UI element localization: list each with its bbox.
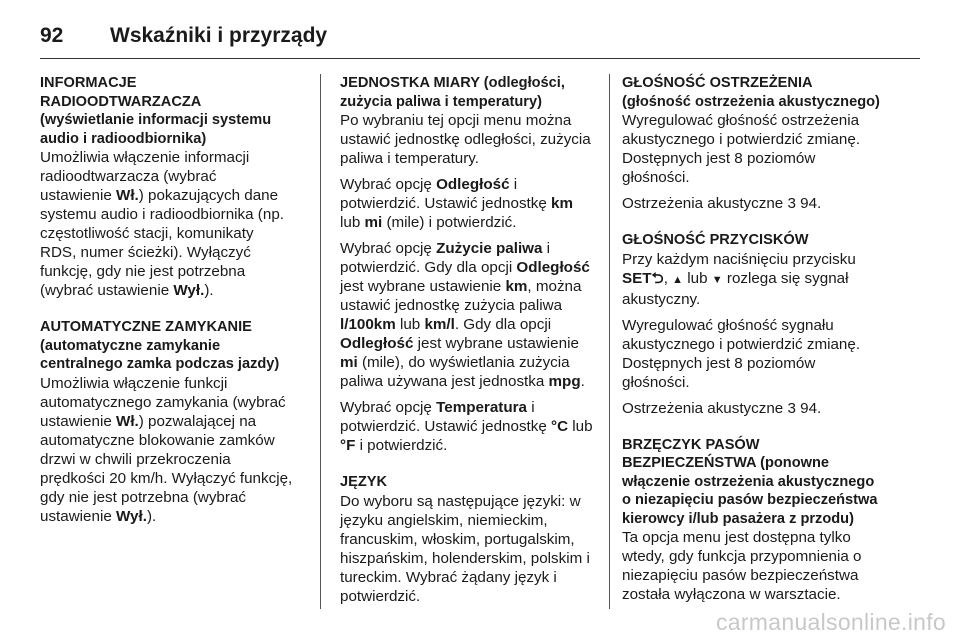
section-paragraph: Umożliwia włączenie funkcji automatycznego zamykania (wybrać ustawienie Wł.) pozwalającej na automatyczne blokowanie zamków drzwi w chwili przekroczenia prędkości 20 km/h. Wyłączyć funkcję, gdy nie jest potrzebna (wybrać ustawienie Wył.). bbox=[40, 374, 293, 525]
section-paragraph: Ostrzeżenia akustyczne 3 94. bbox=[622, 195, 822, 212]
content-columns bbox=[40, 74, 920, 606]
section-paragraph: Wybrać opcję Temperatura i potwierdzić. Ustawić jednostkę °C lub °F i potwierdzić. bbox=[340, 399, 593, 454]
section-button-volume bbox=[622, 231, 890, 418]
section-heading: JĘZYK bbox=[340, 474, 388, 490]
column-divider bbox=[320, 74, 321, 609]
section-paragraph: Wyregulować głośność sygnału akustycznego i potwierdzić zmianę. Dostępnych jest 8 poziomów głośności. bbox=[622, 316, 861, 391]
section-paragraph: Wyregulować głośność ostrzeżenia akustycznego i potwierdzić zmianę. Dostępnych jest 8 poziomów głośności. bbox=[622, 112, 861, 186]
section-auto-lock bbox=[40, 318, 308, 526]
section-paragraph: Umożliwia włączenie informacji radioodtwarzacza (wybrać ustawienie Wł.) pokazujących dane systemu audio i radioodbiornika (np. częstotliwość stacji, komunikaty RDS, numer ścieżki). Wyłączyć funkcję, gdy nie jest potrzebna (wybrać ustawienie Wył.). bbox=[40, 149, 284, 299]
column-3 bbox=[622, 74, 890, 606]
header-rule bbox=[40, 58, 920, 59]
section-heading: INFORMACJE RADIOODTWARZACZA (wyświetlanie informacji systemu audio i radioodbiornika) bbox=[40, 75, 272, 147]
column-2 bbox=[340, 74, 608, 606]
section-paragraph: Wybrać opcję Zużycie paliwa i potwierdzić. Gdy dla opcji Odległość jest wybrane ustawienie km, można ustawić jednostkę zużycia paliwa l/100km lub km/l. Gdy dla opcji Odległość jest wybrane ustawienie mi (mile), do wyświetlania zużycia paliwa używana jest jednostka mpg. bbox=[340, 240, 590, 390]
watermark: carmanualsonline.info bbox=[715, 609, 946, 635]
column-1 bbox=[40, 74, 308, 606]
section-warning-volume bbox=[622, 74, 890, 213]
section-language bbox=[340, 473, 608, 606]
section-paragraph: Do wyboru są następujące języki: w języku angielskim, niemieckim, francuskim, włoskim, portugalskim, hiszpańskim, holenderskim, polskim i tureckim. Wybrać żądany język i potwierdzić. bbox=[340, 492, 590, 605]
section-heading: JEDNOSTKA MIARY (odległości, zużycia paliwa i temperatury) bbox=[340, 75, 565, 110]
section-radio-info bbox=[40, 74, 308, 300]
section-paragraph: Ostrzeżenia akustyczne 3 94. bbox=[622, 399, 822, 417]
section-paragraph: Przy każdym naciśnięciu przycisku SET⮌, ▲ lub ▼ rozlega się sygnał akustyczny. bbox=[622, 250, 856, 308]
page-number: 92 bbox=[40, 24, 64, 47]
page-reference-icon: 3 bbox=[787, 195, 796, 212]
section-heading: BRZĘCZYK PASÓW BEZPIECZEŃSTWA (ponowne włączenie ostrzeżenia akustycznego o niezapięciu pasów bezpieczeństwa kierowcy i/lub pasażera z przodu) bbox=[622, 436, 878, 527]
section-paragraph: Wybrać opcję Odległość i potwierdzić. Ustawić jednostkę km lub mi (mile) i potwierdzić. bbox=[340, 176, 573, 231]
section-paragraph: Po wybraniu tej opcji menu można ustawić jednostkę odległości, zużycia paliwa i temperatury. bbox=[340, 112, 591, 167]
page-title: Wskaźniki i przyrządy bbox=[110, 24, 328, 47]
section-paragraph: Ta opcja menu jest dostępna tylko wtedy, gdy funkcja przypomnienia o niezapięciu pasów bezpieczeństwa została wyłączona w warsztacie. bbox=[622, 529, 862, 603]
up-arrow-icon: ▲ bbox=[672, 273, 684, 286]
section-heading: AUTOMATYCZNE ZAMYKANIE (automatyczne zamykanie centralnego zamka podczas jazdy) bbox=[40, 319, 280, 372]
section-seatbelt-chime bbox=[622, 436, 890, 605]
page-reference-icon: 3 bbox=[787, 399, 796, 417]
section-heading: GŁOŚNOŚĆ OSTRZEŻENIA (głośność ostrzeżenia akustycznego) bbox=[622, 75, 880, 110]
down-arrow-icon: ▼ bbox=[711, 273, 723, 286]
section-units bbox=[340, 74, 608, 455]
section-heading: GŁOŚNOŚĆ PRZYCISKÓW bbox=[622, 232, 809, 248]
back-arrow-icon: ⮌ bbox=[651, 269, 664, 287]
column-divider bbox=[609, 74, 610, 609]
page-header bbox=[40, 16, 920, 56]
